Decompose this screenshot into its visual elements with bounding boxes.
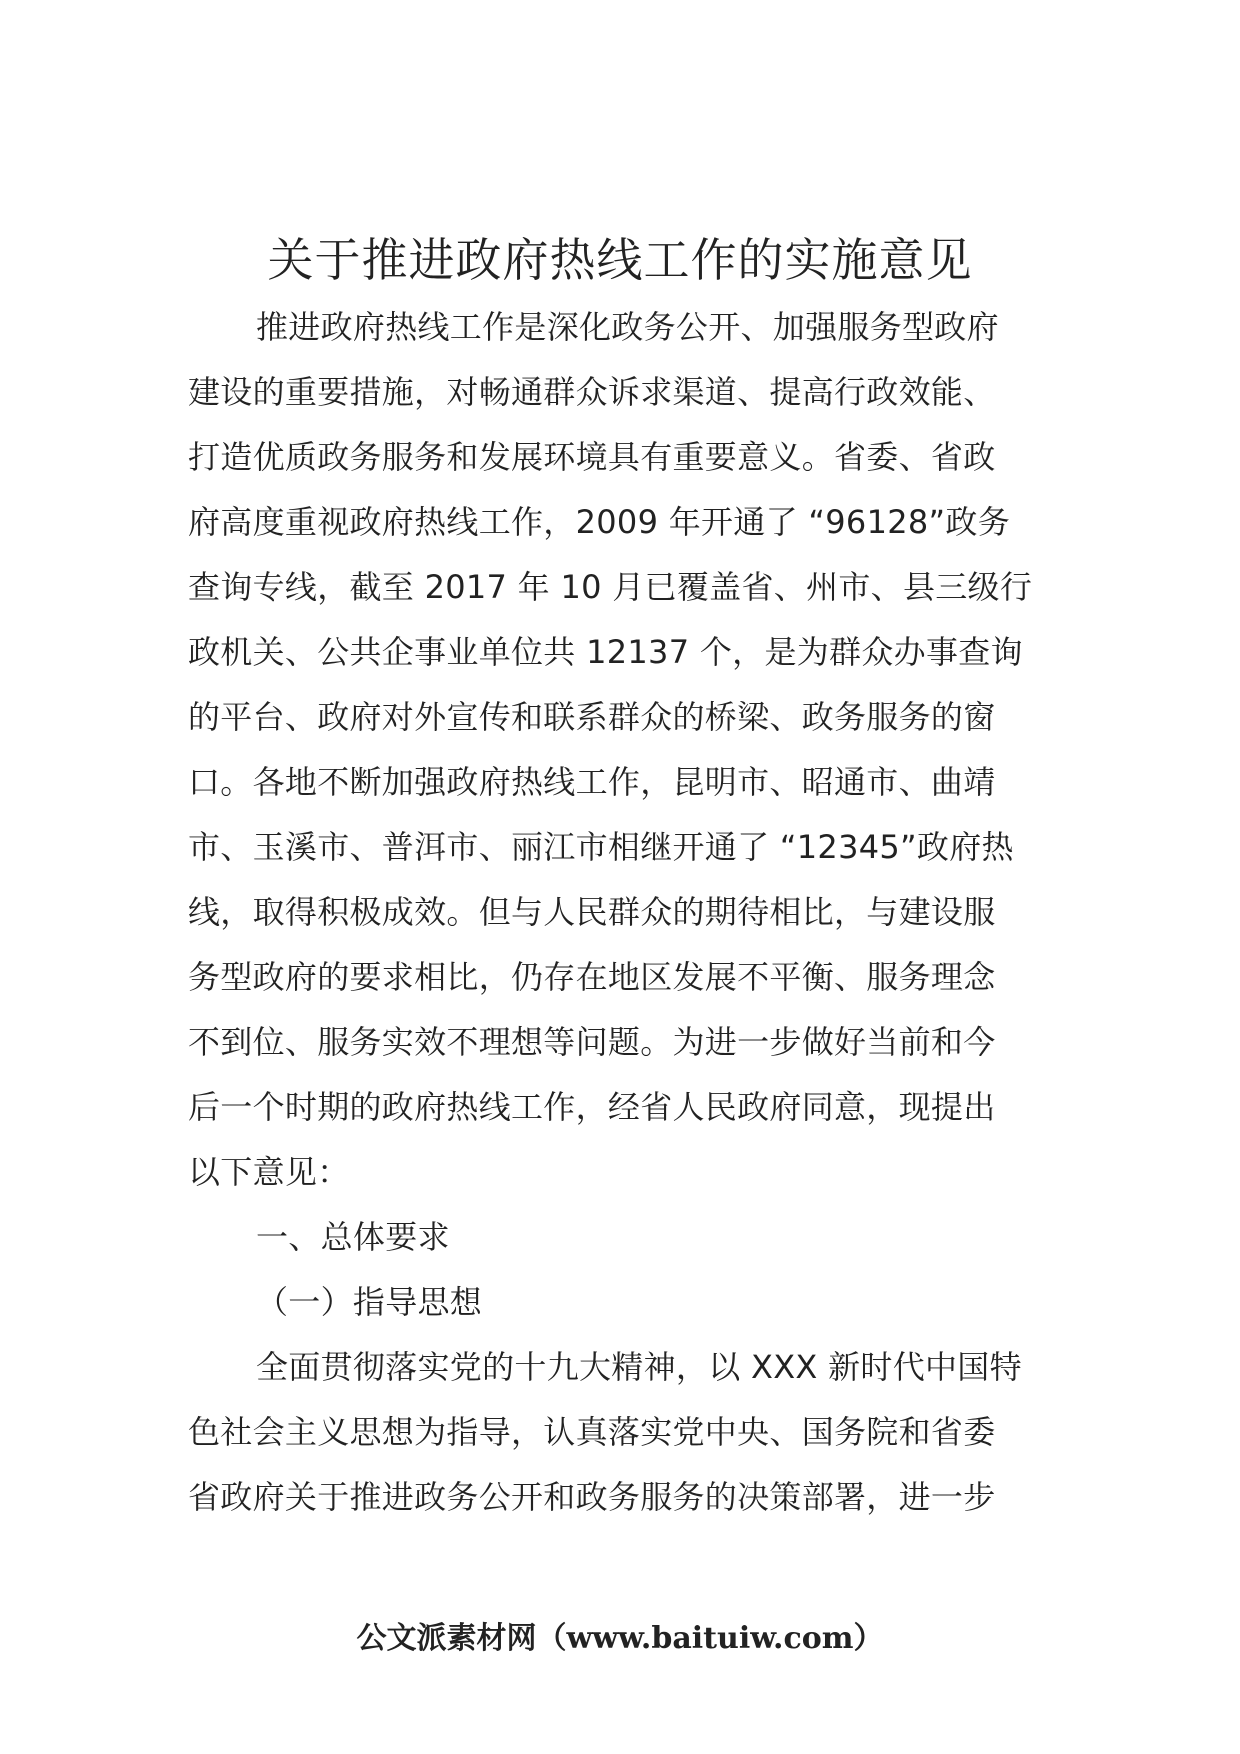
paragraph-line: 线，取得积极成效。但与人民群众的期待相比，与建设服 (188, 893, 996, 931)
paragraph-line: 不到位、服务实效不理想等问题。为进一步做好当前和今 (188, 1023, 996, 1061)
paragraph-line: 全面贯彻落实党的十九大精神，以 XXX 新时代中国特 (256, 1348, 1022, 1386)
footer-watermark: 公文派素材网（www.baituiw.com） (356, 1621, 884, 1656)
paragraph-line: 以下意见： (188, 1153, 350, 1191)
paragraph-line: 政机关、公共企事业单位共 12137 个，是为群众办事查询 (188, 633, 1023, 671)
document-body (188, 295, 1060, 1530)
paragraph-line: 的平台、政府对外宣传和联系群众的桥梁、政务服务的窗 (188, 698, 996, 736)
paragraph-line: 府高度重视政府热线工作，2009 年开通了 “96128”政务 (188, 503, 1011, 541)
document-title: 关于推进政府热线工作的实施意见 (267, 233, 973, 287)
paragraph-line: 市、玉溪市、普洱市、丽江市相继开通了 “12345”政府热 (188, 828, 1014, 866)
paragraph-line: 推进政府热线工作是深化政务公开、加强服务型政府 (256, 308, 999, 346)
paragraph-line: 省政府关于推进政务公开和政务服务的决策部署，进一步 (188, 1478, 996, 1516)
paragraph-line: 后一个时期的政府热线工作，经省人民政府同意，现提出 (188, 1088, 996, 1126)
paragraph-line: 查询专线，截至 2017 年 10 月已覆盖省、州市、县三级行 (188, 568, 1033, 606)
subsection-heading: （一）指导思想 (256, 1283, 483, 1321)
paragraph-line: 务型政府的要求相比，仍存在地区发展不平衡、服务理念 (188, 958, 996, 996)
section-heading: 一、总体要求 (256, 1218, 450, 1256)
paragraph-line: 打造优质政务服务和发展环境具有重要意义。省委、省政 (188, 438, 996, 476)
paragraph-line: 口。各地不断加强政府热线工作，昆明市、昭通市、曲靖 (188, 763, 996, 801)
paragraph-line: 建设的重要措施，对畅通群众诉求渠道、提高行政效能、 (188, 373, 996, 411)
paragraph-line: 色社会主义思想为指导，认真落实党中央、国务院和省委 (188, 1413, 996, 1451)
